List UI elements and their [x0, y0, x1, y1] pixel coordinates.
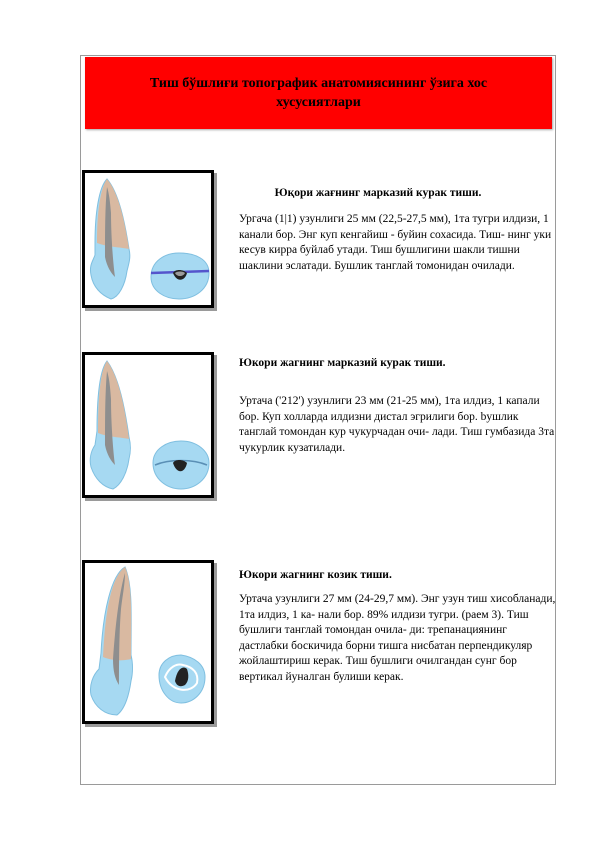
lateral-incisor-section-icon [90, 361, 130, 489]
section-heading: Юкори жагнинг козик тиши. [239, 569, 392, 581]
canine-tooth-section-icon [90, 567, 132, 715]
section-text: Ургача (1|1) узунлиги 25 мм (22,5-27,5 мм), 1та тугри илдизи, 1 канали бор. Энг куп кенгайиш - буйин сохасида. Тиш- нинг уки кесув кирра буйлаб утади. Тиш бушлигини шакли тишни шаклини эслатади. Бушлик танглай томонидан очилади. [239, 213, 552, 272]
tooth-illustration [85, 563, 211, 721]
tooth-illustration [85, 355, 211, 495]
title-banner [85, 57, 552, 129]
page-title: Тиш бўшлиғи топографик анатомиясининг ўзига хос хусусиятлари [149, 76, 488, 110]
occlusal-view-icon [153, 441, 209, 489]
section-lateral-incisor [239, 356, 557, 456]
figure-lateral-incisor [82, 352, 214, 498]
cusp-view-icon [159, 655, 205, 703]
section-text: Уртача узунлиги 27 мм (24-29,7 мм). Энг узун тиш хисобланади, 1та илдиз, 1 ка- нали бор. 89% илдизи тугри. (раем 3). Тиш бушлиги танглай томондан очила- ди: трепанациянинг дастлабки боскичида борни тишга нисбатан перпендикуляр жойлаштириш керак. Тиш бушлиги очилгандан сунг бор вертикал йуналган булиши керак. [239, 593, 556, 683]
figure-central-incisor [82, 170, 214, 308]
section-central-incisor [239, 186, 557, 274]
tooth-illustration [85, 173, 211, 305]
section-heading: Юқори жағнинг марказий курак тиши. [274, 187, 482, 199]
incisal-edge-view-icon [151, 253, 209, 299]
incisor-tooth-section-icon [90, 179, 129, 299]
section-canine [239, 568, 557, 685]
figure-canine [82, 560, 214, 724]
section-text: Уртача ('212') узунлиги 23 мм (21-25 мм), 1та илдиз, 1 капали бор. Куп холларда илдизни дистал эгрилиги бор. bушлик танглай томондан кур чукурчадан очи- лади. Тиш гумбазида 3та чукурлик кузатилади. [239, 395, 555, 454]
section-heading: Юкори жагнинг марказий курак тиши. [239, 357, 446, 369]
